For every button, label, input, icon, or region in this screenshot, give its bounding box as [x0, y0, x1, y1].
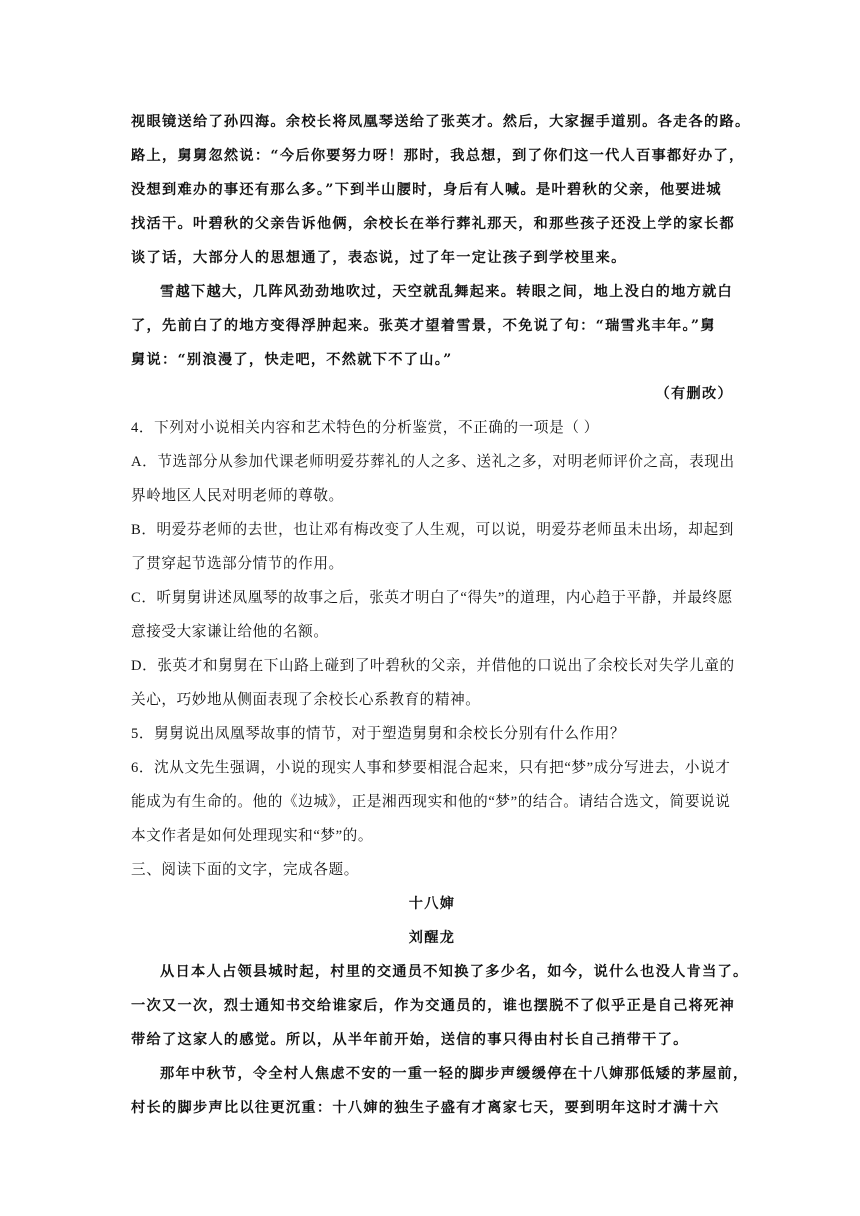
story-author: 刘醒龙: [408, 930, 456, 946]
story-line: 村长的脚步声比以往更沉重：十八婶的独生子盛有才离家七天，要到明年这时才满十六: [131, 1100, 720, 1116]
option-d: D．张英才和舅舅在下山路上碰到了叶碧秋的父亲，并借他的口说出了余校长对失学儿童的: [131, 658, 735, 674]
story-line: 一次又一次，烈士通知书交给谁家后，作为交通员的，谁也摆脱不了似乎正是自己将死神: [131, 998, 736, 1014]
question-6: 6．沈从文先生强调，小说的现实人事和梦要相混合起来，只有把“梦”成分写进去，小说才: [131, 760, 731, 776]
passage-line: 了，先前白了的地方变得浮肿起来。张英才望着雪景，不免说了句：“瑞雪兆丰年。”舅: [131, 318, 716, 334]
passage-line: 谈了话，大部分人的思想通了，表态说，过了年一定让孩子到学校里来。: [131, 250, 627, 266]
passage-line: 舅说：“别浪漫了，快走吧，不然就下不了山。”: [131, 352, 453, 368]
passage-line: 找活干。叶碧秋的父亲告诉他俩，余校长在举行葬礼那天，和那些孩子还没上学的家长都: [131, 216, 736, 232]
option-c: 意接受大家谦让给他的名额。: [131, 624, 329, 640]
option-b: B．明爱芬老师的去世，也让邓有梅改变了人生观，可以说，明爱芬老师虽未出场，却起到: [131, 522, 734, 538]
option-a: 界岭地区人民对明老师的尊敬。: [131, 488, 344, 504]
question-6: 能成为有生命的。他的《边城》，正是湘西现实和他的“梦”的结合。请结合选文，简要说说: [131, 794, 731, 810]
option-d: 关心，巧妙地从侧面表现了余校长心系教育的精神。: [131, 692, 481, 708]
option-a: A．节选部分从参加代课老师明爱芬葬礼的人之多、送礼之多，对明老师评价之高，表现出: [131, 454, 735, 470]
passage-line: 视眼镜送给了孙四海。余校长将凤凰琴送给了张英才。然后，大家握手道别。各走各的路。: [131, 114, 751, 130]
question-4: 4．下列对小说相关内容和艺术特色的分析鉴赏，不正确的一项是（ ）: [131, 420, 599, 436]
option-c: C．听舅舅讲述凤凰琴的故事之后，张英才明白了“得失”的道理，内心趋于平静，并最终愿: [131, 590, 733, 606]
story-line: 那年中秋节，令全村人焦虑不安的一重一轻的脚步声缓缓停在十八婶那低矮的茅屋前，: [160, 1066, 749, 1082]
question-5: 5．舅舅说出凤凰琴故事的情节，对于塑造舅舅和余校长分别有什么作用？: [131, 726, 626, 742]
source-note: （有删改）: [655, 386, 733, 402]
question-6: 本文作者是如何处理现实和“梦”的。: [131, 828, 374, 844]
story-line: 从日本人占领县城时起，村里的交通员不知换了多少名，如今，说什么也没人肯当了。: [160, 964, 749, 980]
story-title: 十八婶: [408, 896, 456, 912]
story-line: 带给了这家人的感觉。所以，从半年前开始，送信的事只得由村长自己捎带干了。: [131, 1032, 689, 1048]
section-heading: 三、阅读下面的文字，完成各题。: [131, 862, 359, 878]
option-b: 了贯穿起节选部分情节的作用。: [131, 556, 344, 572]
passage-line: 雪越下越大，几阵风劲劲地吹过，天空就乱舞起来。转眼之间，地上没白的地方就白: [160, 284, 734, 300]
passage-line: 没想到难办的事还有那么多。”下到半山腰时，身后有人喊。是叶碧秋的父亲，他要进城: [131, 182, 722, 198]
passage-line: 路上，舅舅忽然说：“今后你要努力呀！那时，我总想，到了你们这一代人百事都好办了，: [131, 148, 745, 164]
